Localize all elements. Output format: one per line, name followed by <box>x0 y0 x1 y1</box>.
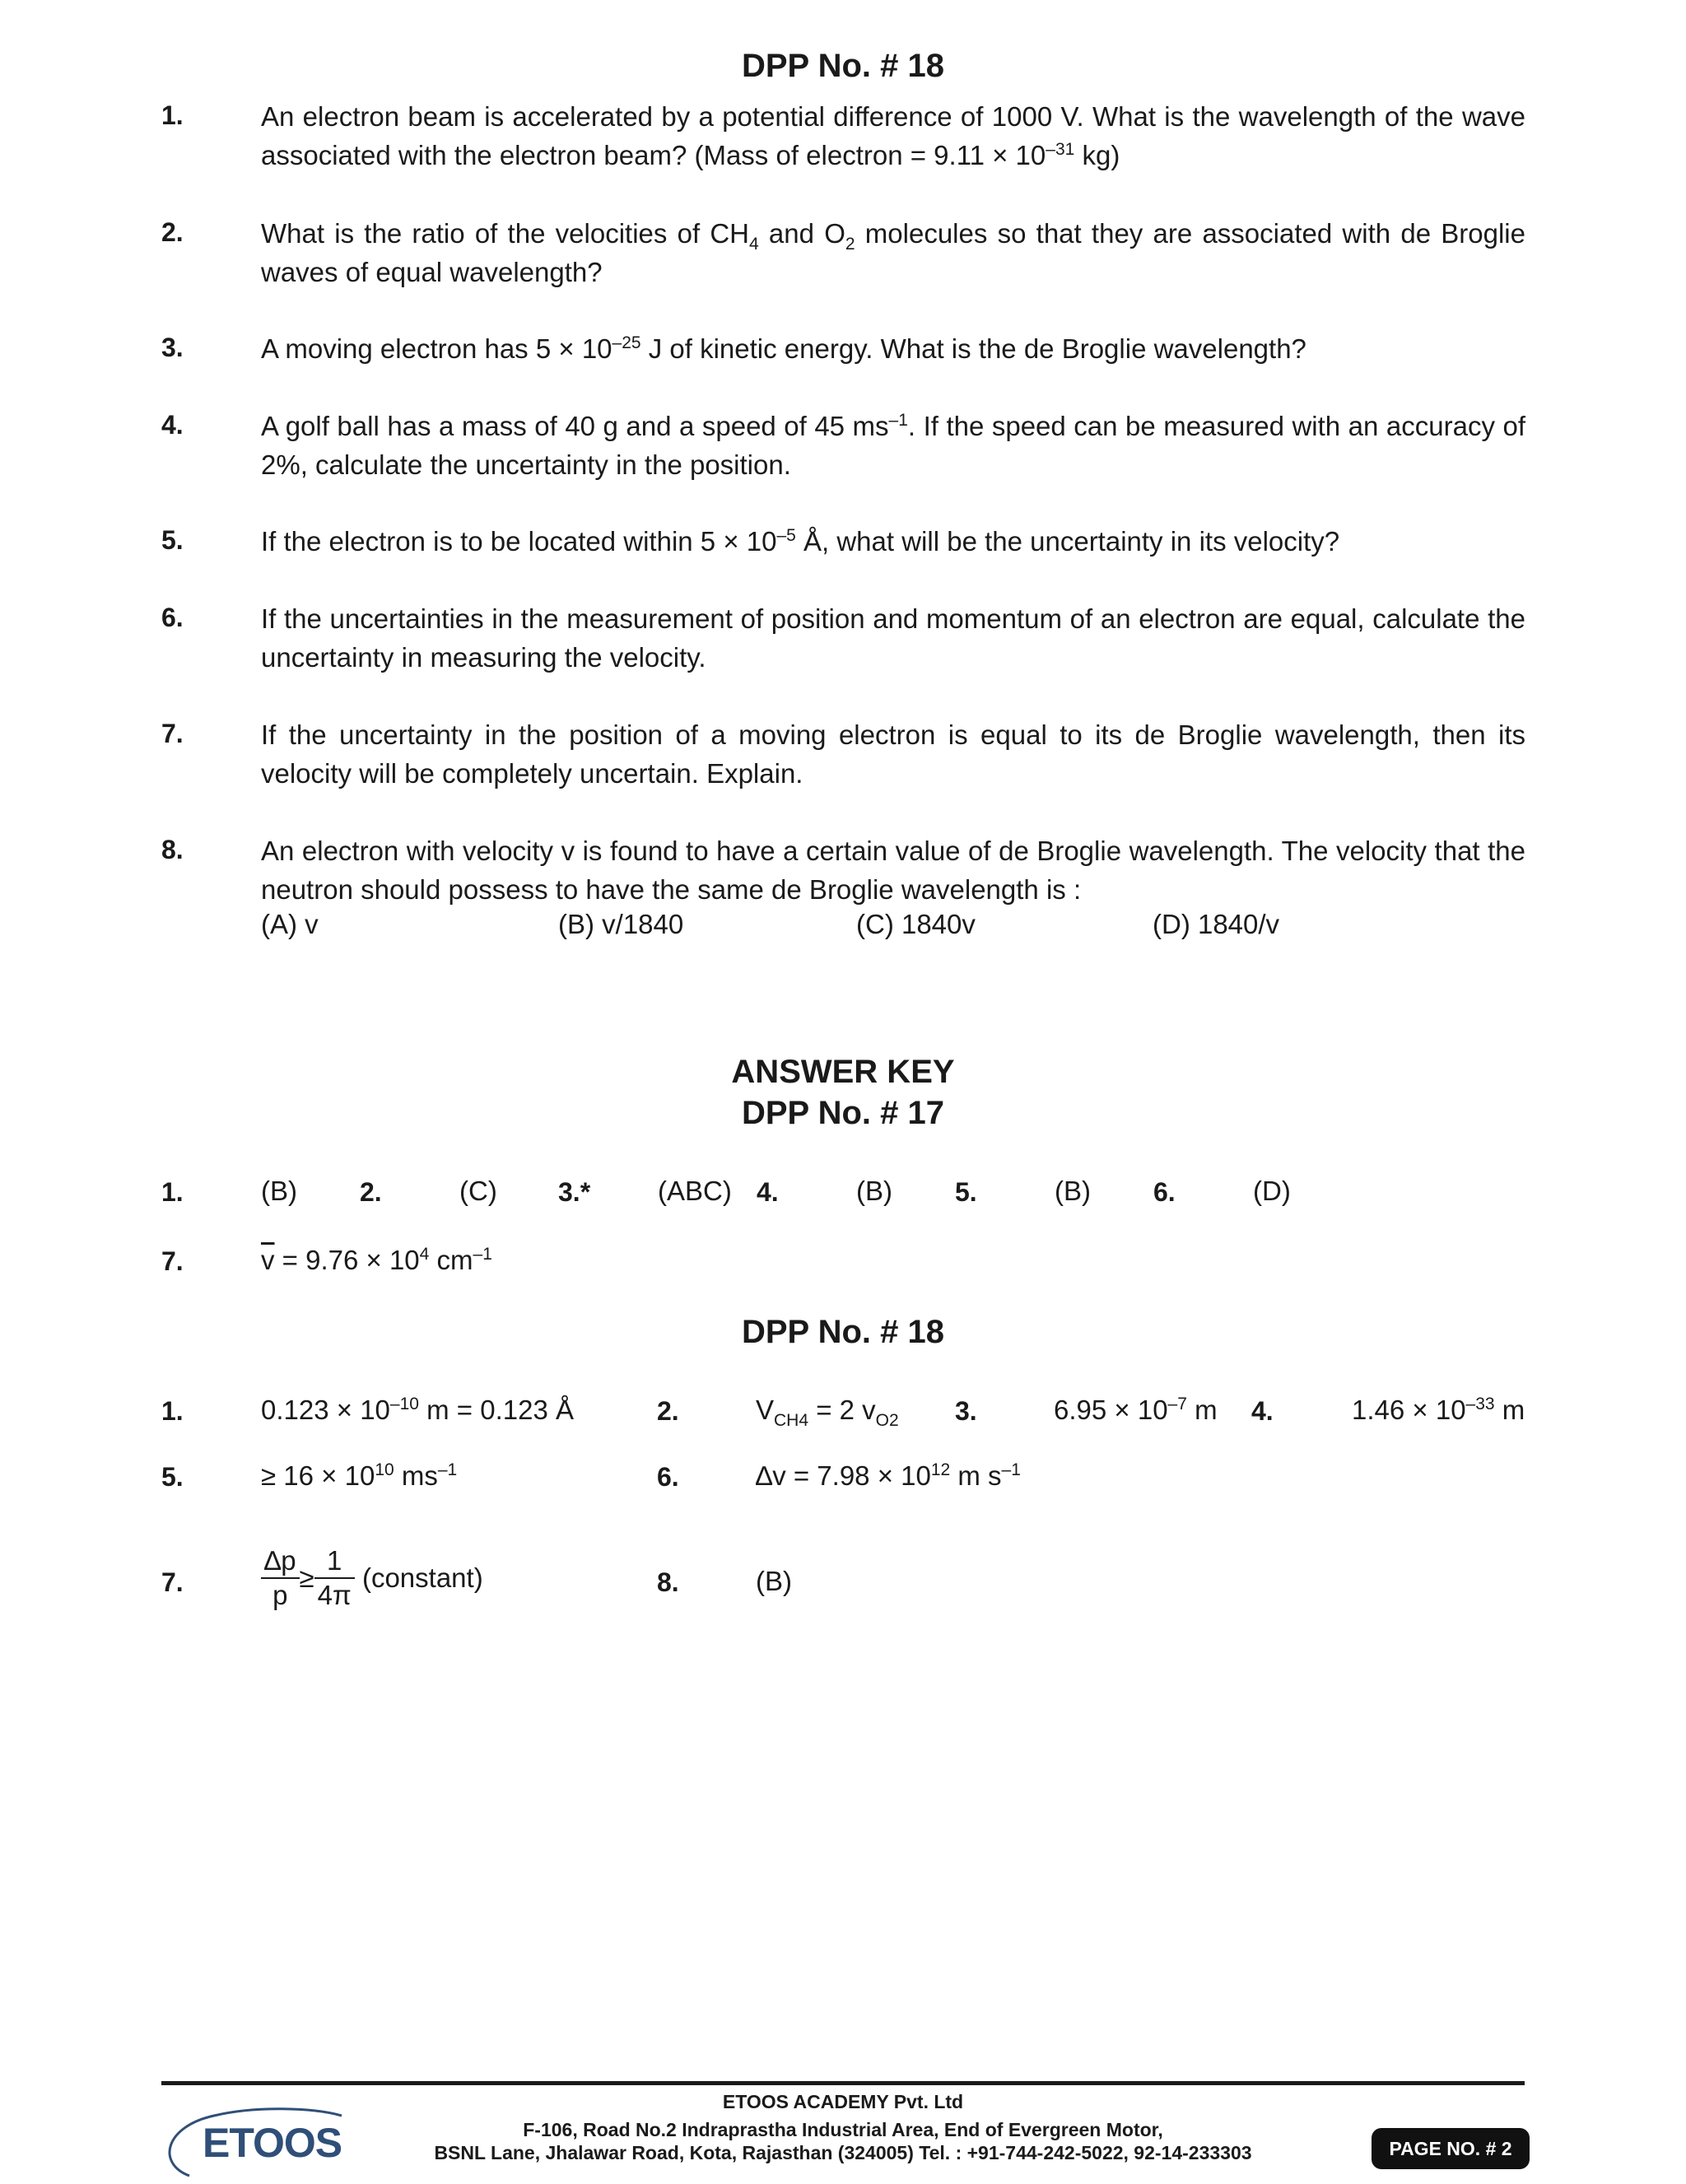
question-number: 8. <box>161 835 184 864</box>
answer-number: 2. <box>360 1177 382 1207</box>
footer-address-2: BSNL Lane, Jhalawar Road, Kota, Rajasthan (324005) Tel. : +91-744-242-5022, 92-14-233303 <box>434 2142 1252 2163</box>
question-text: An electron beam is accelerated by a potential difference of 1000 V. What is the wavelength of the wave associated with the electron beam? (Mass of electron = $9.11 \times 10^{-31}$ kg) <box>261 101 1525 170</box>
answer-value: (C) <box>459 1176 497 1206</box>
answer-number: 4. <box>1251 1396 1274 1426</box>
answer-number: 8. <box>657 1567 679 1597</box>
question-number: 3. <box>161 333 184 362</box>
answer-number: 6. <box>657 1462 679 1492</box>
answer-number: 4. <box>757 1177 779 1207</box>
footer-company: ETOOS ACADEMY Pvt. Ltd <box>722 2091 964 2112</box>
answer-value: $\overline{v} = 9.76 \times 10^4$ $cm^{-1}$ <box>261 1245 492 1275</box>
answer-number: 3. <box>955 1396 977 1426</box>
answer-number: 6. <box>1153 1177 1176 1207</box>
question-text: If the uncertainty in the position of a moving electron is equal to its de Broglie wavelength, then its velocity will be completely uncertain. Explain. <box>261 719 1525 789</box>
option-d: (D) 1840/v <box>1153 909 1280 939</box>
answer-value: (B) <box>1055 1176 1091 1206</box>
question-number: 1. <box>161 100 184 130</box>
answer-value: ≥ $16 \times 10^{10}$ $ms^{-1}$ <box>261 1460 458 1491</box>
answer-value: (ABC) <box>658 1176 732 1206</box>
question-number: 4. <box>161 410 184 440</box>
answer-number: 2. <box>657 1396 679 1426</box>
footer-address-1: F-106, Road No.2 Indraprastha Industrial Area, End of Evergreen Motor, <box>523 2119 1163 2140</box>
question-number: 2. <box>161 217 184 247</box>
question-text: A golf ball has a mass of 40 g and a speed of 45 $ms^{-1}$. If the speed can be measured with an accuracy of 2%, calculate the uncertainty in the position. <box>261 411 1525 480</box>
footer-divider <box>161 2081 1525 2085</box>
answer-value: (D) <box>1253 1176 1291 1206</box>
fraction-delta-p: $\frac{\Delta p}{p}$ <box>261 1544 300 1612</box>
page-title: DPP No. # 18 <box>741 48 945 84</box>
question-number: 5. <box>161 525 184 555</box>
answer-key-heading: ANSWER KEY <box>731 1054 955 1090</box>
question-text: An electron with velocity v is found to have a certain value of de Broglie wavelength. The velocity that the neutron should possess to have the same de Broglie wavelength is : <box>261 836 1525 905</box>
question-text: A moving electron has $5 \times 10^{-25}$ J of kinetic energy. What is the de Broglie wavelength? <box>261 333 1306 364</box>
logo-text: ETOOS <box>203 2120 342 2166</box>
answer-number: 7. <box>161 1246 184 1276</box>
answer-number: 5. <box>161 1462 184 1492</box>
answer-number: 1. <box>161 1177 184 1207</box>
answer-value: (B) <box>261 1176 297 1206</box>
option-c: (C) 1840v <box>856 909 976 939</box>
option-b: (B) v/1840 <box>558 909 684 939</box>
option-a: (A) v <box>261 909 319 939</box>
answer-value: $V_{CH4} = 2$ $v_{O2}$ <box>756 1395 899 1430</box>
answer-value: $6.95 \times 10^{-7}$ m <box>1054 1395 1218 1425</box>
dpp18-answer-title: DPP No. # 18 <box>741 1314 945 1350</box>
answer-number: 3.* <box>558 1177 591 1207</box>
question-number: 6. <box>161 603 184 632</box>
fraction-one-over-4pi: $\frac{1}{4\pi}$ <box>314 1544 355 1612</box>
question-text: If the electron is to be located within $5 \times 10^{-5}$ Å, what will be the uncertainty in its velocity? <box>261 526 1340 556</box>
question-number: 7. <box>161 719 184 748</box>
answer-value: $1.46 \times 10^{-33}$ m <box>1352 1395 1525 1425</box>
answer-value: (B) <box>756 1566 792 1596</box>
dpp17-title: DPP No. # 17 <box>741 1095 945 1131</box>
answer-value: $0.123 \times 10^{-10}$ m = 0.123 Å <box>261 1395 574 1425</box>
question-text: If the uncertainties in the measurement of position and momentum of an electron are equal, calculate the uncertainty in measuring the velocity. <box>261 603 1525 673</box>
answer-number: 7. <box>161 1567 184 1597</box>
answer-value: $\Delta v = 7.98 \times 10^{12}$ m $s^{-1}$ <box>756 1460 1021 1491</box>
question-text: What is the ratio of the velocities of $CH_4$ and $O_2$ molecules so that they are associated with de Broglie waves of equal wavelength? <box>261 218 1525 287</box>
page-number-badge: PAGE NO. # 2 <box>1372 2128 1530 2169</box>
answer-number: 1. <box>161 1396 184 1426</box>
answer-value: (B) <box>856 1176 892 1206</box>
answer-number: 5. <box>955 1177 977 1207</box>
answer-value: $\frac{\Delta p}{p}$ ≥ $\frac{1}{4\pi}$ (constant) <box>261 1544 483 1612</box>
